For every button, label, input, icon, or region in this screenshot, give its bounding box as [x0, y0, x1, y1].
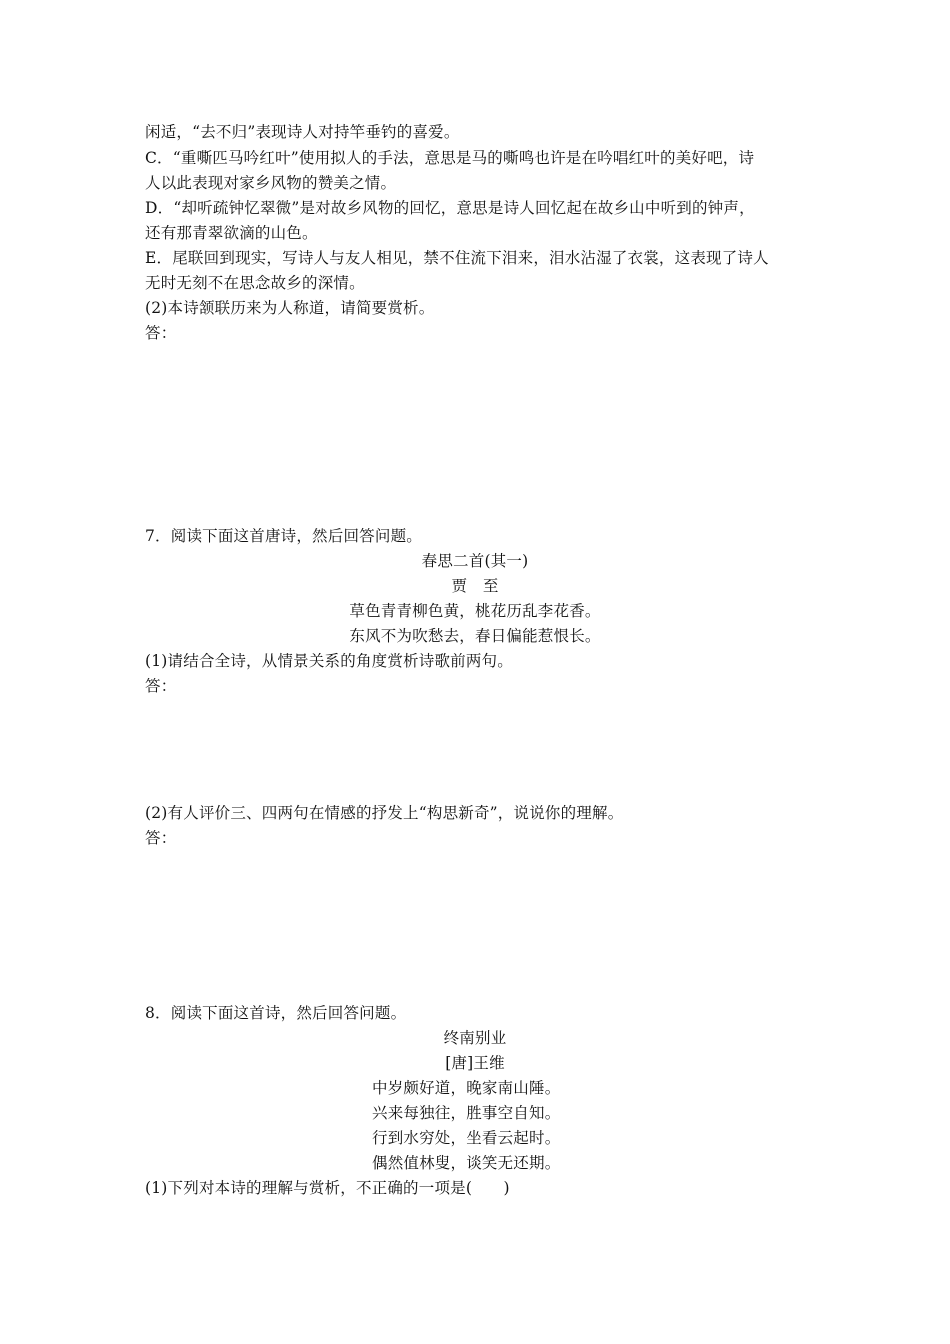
q7-poem-line-2: 东风不为吹愁去，春日偏能惹恨长。 [349, 627, 601, 645]
q6-option-d-line1: D．“却听疏钟忆翠微”是对故乡风物的回忆，意思是诗人回忆起在故乡山中听到的钟声， [145, 199, 755, 217]
q8-sub-question-1: (1)下列对本诗的理解与赏析，不正确的一项是( ) [145, 1179, 510, 1197]
q6-option-b-tail: 闲适，“去不归”表现诗人对持竿垂钓的喜爱。 [145, 123, 460, 141]
q8-poem-line-4: 偶然值林叟，谈笑无还期。 [372, 1154, 561, 1172]
q6-option-e-line2: 无时无刻不在思念故乡的深情。 [145, 274, 365, 292]
q7-stem: 7．阅读下面这首唐诗，然后回答问题。 [145, 527, 422, 545]
q7-answer-label-1: 答： [145, 677, 177, 695]
q6-option-c-line1: C．“重嘶匹马吟红叶”使用拟人的手法，意思是马的嘶鸣也许是在吟唱红叶的美好吧，诗 [145, 149, 755, 167]
q6-option-d-line2: 还有那青翠欲滴的山色。 [145, 224, 318, 242]
q8-poem-line-1: 中岁颇好道，晚家南山陲。 [372, 1079, 561, 1097]
q8-poem-line-3: 行到水穷处，坐看云起时。 [372, 1129, 561, 1147]
q8-stem: 8．阅读下面这首诗，然后回答问题。 [145, 1004, 407, 1022]
q7-sub-question-1: (1)请结合全诗，从情景关系的角度赏析诗歌前两句。 [145, 652, 513, 670]
q7-sub-question-2: (2)有人评价三、四两句在情感的抒发上“构思新奇”，说说你的理解。 [145, 804, 624, 822]
q7-poem-author: 贾 至 [451, 577, 499, 595]
q8-poem-title: 终南别业 [443, 1029, 507, 1047]
q7-answer-label-2: 答： [145, 829, 177, 847]
q7-poem-line-1: 草色青青柳色黄，桃花历乱李花香。 [349, 602, 601, 620]
q8-poem-author: [唐]王维 [445, 1054, 505, 1072]
q6-sub-question-2: (2)本诗颔联历来为人称道，请简要赏析。 [145, 299, 435, 317]
q6-answer-label: 答： [145, 324, 177, 342]
q8-poem-line-2: 兴来每独往，胜事空自知。 [372, 1104, 561, 1122]
q6-option-c-line2: 人以此表现对家乡风物的赞美之情。 [145, 174, 397, 192]
q6-option-e-line1: E．尾联回到现实，写诗人与友人相见，禁不住流下泪来，泪水沾湿了衣裳，这表现了诗人 [145, 249, 769, 267]
q7-poem-title: 春思二首(其一) [421, 552, 529, 570]
